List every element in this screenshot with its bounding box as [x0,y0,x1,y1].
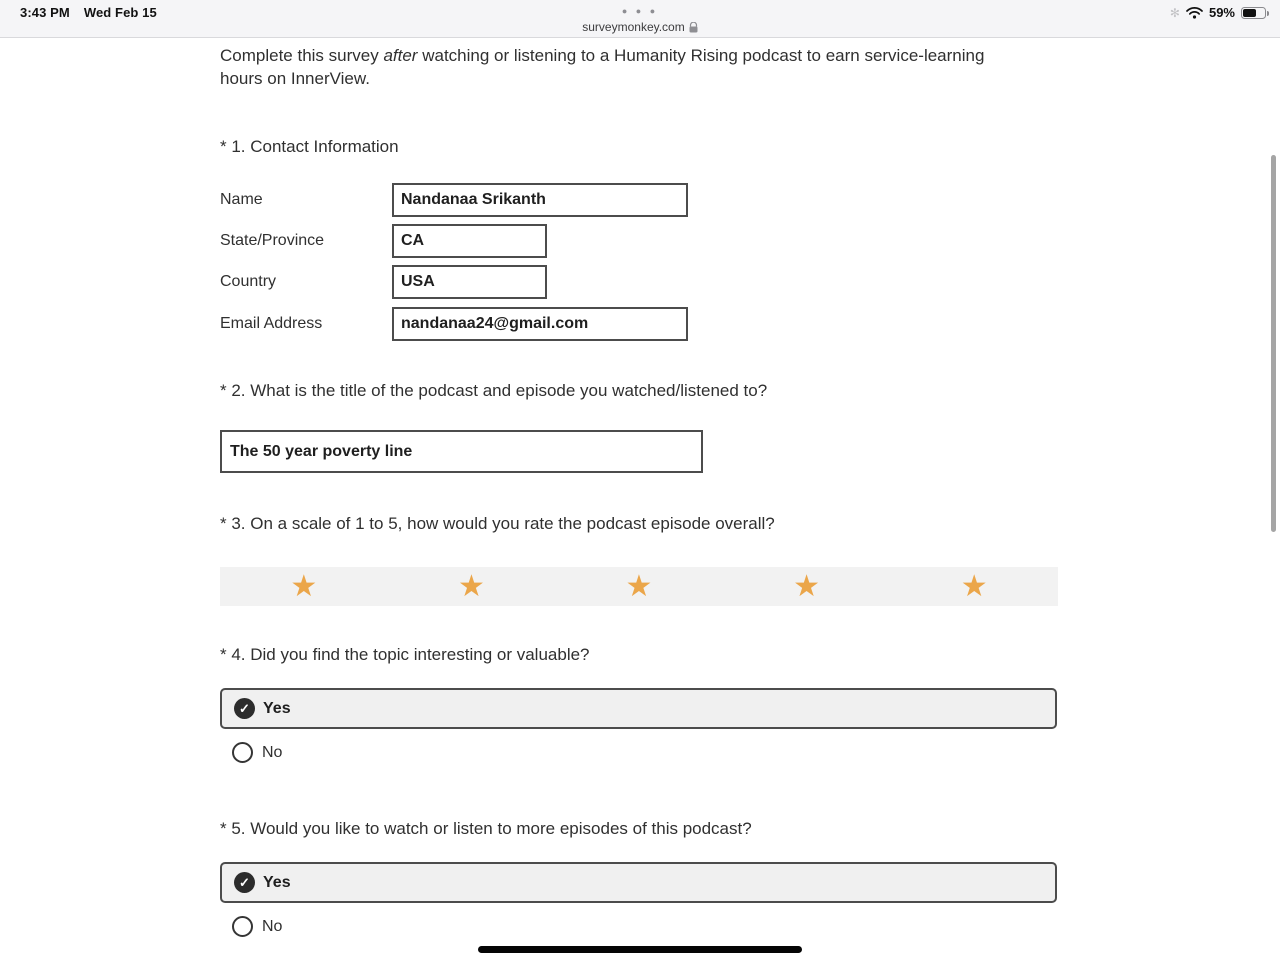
star-icon[interactable]: ★ [457,569,485,603]
star-icon[interactable]: ★ [793,569,821,603]
intro-part2: watching or listening to a Humanity Rising podcast to earn service-learning hours on InnerView. [220,46,985,88]
intro-part1: Complete this survey [220,46,384,65]
check-circle-icon: ✓ [234,872,255,893]
star-rating-1[interactable] [220,567,388,606]
field-label-country: Country [220,273,277,290]
q4-yes-label: Yes [263,699,291,717]
network-activity-spinner-icon: ✻ [1169,5,1180,20]
question-2-title: * 2. What is the title of the podcast and episode you watched/listened to? [220,381,768,400]
survey-intro-text [220,44,1025,90]
q5-no-label: No [262,917,283,935]
q4-option-no[interactable] [232,742,282,763]
name-input[interactable]: Nandanaa Srikanth [392,183,688,217]
browser-top-bar [0,0,1280,38]
intro-italic-word: after [383,46,418,65]
star-rating-3[interactable] [555,567,723,606]
q5-yes-label: Yes [263,873,291,891]
star-rating-2[interactable] [388,567,556,606]
wifi-icon [1186,7,1203,19]
field-label-email: Email Address [220,315,323,332]
url-center-stack [0,0,1280,34]
email-input[interactable]: nandanaa24@gmail.com [392,307,688,341]
home-indicator-bar[interactable] [478,946,802,953]
star-rating-4[interactable] [723,567,891,606]
survey-content [0,39,1280,960]
star-icon[interactable]: ★ [960,569,988,603]
state-province-input[interactable]: CA [392,224,547,258]
star-icon[interactable]: ★ [290,569,318,603]
radio-empty-icon[interactable] [232,742,253,763]
radio-empty-icon[interactable] [232,916,253,937]
star-rating-5[interactable] [890,567,1058,606]
status-time: 3:43 PM [20,5,70,20]
battery-icon [1241,7,1266,19]
star-icon[interactable]: ★ [625,569,653,603]
check-circle-icon: ✓ [234,698,255,719]
q4-no-label: No [262,743,283,761]
battery-percent: 59% [1208,5,1235,20]
status-right-cluster [1170,5,1266,20]
field-label-name: Name [220,191,263,208]
url-text: surveymonkey.com [582,20,685,34]
status-date: Wed Feb 15 [83,5,157,20]
q5-option-no[interactable] [232,916,282,937]
question-4-title: * 4. Did you find the topic interesting or valuable? [220,645,590,664]
star-rating-band [220,567,1058,606]
question-3-title: * 3. On a scale of 1 to 5, how would you rate the podcast episode overall? [220,514,775,533]
question-5-title: * 5. Would you like to watch or listen to more episodes of this podcast? [220,819,752,838]
field-label-state: State/Province [220,232,325,249]
address-bar[interactable] [582,20,697,34]
q5-option-yes[interactable] [220,862,1057,903]
country-input[interactable]: USA [392,265,547,299]
question-1-title: * 1. Contact Information [220,137,399,156]
lock-icon [689,22,698,33]
q4-option-yes[interactable] [220,688,1057,729]
tab-overview-dots-icon[interactable]: ● ● ● [621,6,659,16]
scrollbar-thumb[interactable] [1271,155,1276,532]
podcast-title-input[interactable]: The 50 year poverty line [220,430,703,473]
